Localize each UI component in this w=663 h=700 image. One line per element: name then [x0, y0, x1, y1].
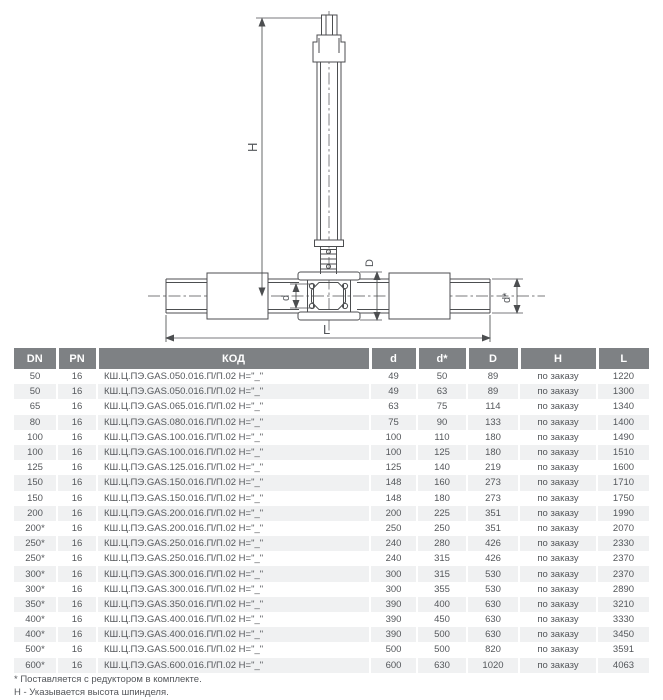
table-cell: 2370 [597, 551, 649, 566]
table-cell: 4063 [597, 658, 649, 673]
table-cell: 3591 [597, 642, 649, 657]
table-cell: 16 [57, 415, 97, 430]
table-cell: 300* [14, 566, 57, 581]
table-row [14, 536, 649, 551]
table-cell: по заказу [519, 566, 597, 581]
table-cell: КШ.Ц.ПЭ.GAS.300.016.П/П.02 Н="_" [97, 582, 370, 597]
table-cell: 3450 [597, 627, 649, 642]
table-cell: 50 [29, 371, 41, 383]
table-cell: 16 [57, 597, 97, 612]
column-header: d [370, 348, 417, 369]
table-cell: 63 [417, 384, 467, 399]
table-cell: 280 [417, 536, 467, 551]
table-cell: 49 [370, 384, 417, 399]
dim-label-d: d [280, 294, 292, 301]
table-cell: 16 [57, 369, 97, 384]
spec-table-header [14, 348, 649, 369]
table-cell: 16 [57, 430, 97, 445]
table-cell: 16 [57, 384, 97, 399]
table-cell: 16 [57, 551, 97, 566]
table-cell: 180 [467, 430, 519, 445]
table-cell: 300 [370, 566, 417, 581]
table-cell: 400 [417, 597, 467, 612]
table-cell: КШ.Ц.ПЭ.GAS.050.016.П/П.02 Н="_" [97, 369, 370, 384]
table-cell: КШ.Ц.ПЭ.GAS.500.016.П/П.02 Н="_" [97, 642, 370, 657]
dimension-H [245, 18, 321, 296]
table-cell: КШ.Ц.ПЭ.GAS.250.016.П/П.02 Н="_" [97, 536, 370, 551]
table-cell: 426 [467, 551, 519, 566]
body-top-flange [298, 272, 360, 280]
table-cell: по заказу [519, 384, 597, 399]
table-row [14, 384, 649, 399]
table-cell: 90 [417, 415, 467, 430]
table-cell: 16 [57, 627, 97, 642]
table-cell: 400* [25, 614, 45, 626]
table-cell: КШ.Ц.ПЭ.GAS.350.016.П/П.02 Н="_" [97, 597, 370, 612]
table-cell: по заказу [519, 369, 597, 384]
table-row [14, 658, 649, 673]
table-cell: КШ.Ц.ПЭ.GAS.200.016.П/П.02 Н="_" [97, 521, 370, 536]
table-cell: 50 [417, 369, 467, 384]
table-cell: 273 [467, 475, 519, 490]
table-cell: по заказу [519, 551, 597, 566]
column-header: L [597, 348, 649, 369]
table-cell: 16 [57, 642, 97, 657]
table-cell: 75 [417, 399, 467, 414]
table-cell: 125 [417, 445, 467, 460]
table-cell: по заказу [519, 642, 597, 657]
table-cell: по заказу [519, 445, 597, 460]
table-cell: 148 [370, 491, 417, 506]
table-cell: 140 [417, 460, 467, 475]
table-cell: 16 [57, 536, 97, 551]
table-cell: 1990 [597, 506, 649, 521]
table-row [14, 369, 649, 384]
table-cell: 1600 [597, 460, 649, 475]
table-cell: по заказу [519, 658, 597, 673]
table-cell: 16 [57, 582, 97, 597]
table-cell: 630 [467, 627, 519, 642]
table-cell: по заказу [519, 582, 597, 597]
table-cell: по заказу [519, 430, 597, 445]
table-cell: КШ.Ц.ПЭ.GAS.250.016.П/П.02 Н="_" [97, 551, 370, 566]
table-cell: 1510 [597, 445, 649, 460]
table-cell: 2330 [597, 536, 649, 551]
table-cell: 148 [370, 475, 417, 490]
table-cell: 450 [417, 612, 467, 627]
table-cell: 600 [370, 658, 417, 673]
table-row [14, 566, 649, 581]
table-cell: 89 [467, 384, 519, 399]
table-row [14, 521, 649, 536]
table-cell: 1020 [467, 658, 519, 673]
stem-square-head [322, 15, 338, 35]
table-cell: 500 [370, 642, 417, 657]
table-cell: 500 [417, 627, 467, 642]
column-header: D [467, 348, 519, 369]
table-cell: 390 [370, 627, 417, 642]
table-cell: 2070 [597, 521, 649, 536]
table-row [14, 612, 649, 627]
dim-label-H: H [245, 142, 260, 152]
table-cell: 100 [27, 431, 43, 443]
column-header: DN [14, 348, 57, 369]
table-row [14, 582, 649, 597]
table-cell: по заказу [519, 399, 597, 414]
table-cell: 100 [370, 430, 417, 445]
table-cell: 3210 [597, 597, 649, 612]
spec-table [14, 348, 649, 673]
table-cell: 500* [25, 644, 45, 656]
table-cell: 426 [467, 536, 519, 551]
table-cell: 630 [467, 612, 519, 627]
table-cell: 150 [27, 492, 43, 504]
table-cell: 820 [467, 642, 519, 657]
table-cell: 250* [25, 553, 45, 565]
table-cell: 250 [370, 521, 417, 536]
spec-table-body [14, 369, 649, 673]
table-cell: 200 [370, 506, 417, 521]
table-cell: 240 [370, 551, 417, 566]
table-cell: 133 [467, 415, 519, 430]
table-row [14, 551, 649, 566]
table-cell: 75 [370, 415, 417, 430]
header-row [14, 348, 649, 369]
valve-diagram [0, 0, 663, 346]
table-row [14, 506, 649, 521]
table-cell: 200 [14, 506, 57, 521]
table-cell: 180 [417, 491, 467, 506]
stem-pin [327, 265, 331, 269]
table-cell: 16 [57, 460, 97, 475]
table-cell: 49 [370, 369, 417, 384]
table-cell: 16 [57, 506, 97, 521]
table-cell: 350* [14, 597, 57, 612]
table-cell: 1490 [597, 430, 649, 445]
table-cell: 219 [467, 460, 519, 475]
stem-cap [313, 35, 345, 62]
table-cell: по заказу [519, 491, 597, 506]
table-cell: 114 [467, 399, 519, 414]
table-cell: 1710 [597, 475, 649, 490]
table-cell: КШ.Ц.ПЭ.GAS.100.016.П/П.02 Н="_" [97, 430, 370, 445]
table-cell: 63 [370, 399, 417, 414]
footnote-reducer: * Поставляется с редуктором в комплекте. [14, 674, 202, 685]
dimension-D [360, 259, 382, 320]
table-cell: 16 [57, 658, 97, 673]
dim-label-D: D [364, 259, 376, 267]
table-cell: по заказу [519, 506, 597, 521]
table-cell: 100 [370, 445, 417, 460]
column-header: H [519, 348, 597, 369]
table-row [14, 642, 649, 657]
table-cell: 530 [467, 582, 519, 597]
table-cell: 200* [25, 522, 45, 534]
column-header: PN [57, 348, 97, 369]
footnote-spindle-height: Н - Указывается высота шпинделя. [14, 687, 169, 698]
stem-pin [327, 250, 331, 254]
table-cell: 273 [467, 491, 519, 506]
column-header: КОД [97, 348, 370, 369]
table-cell: 16 [57, 521, 97, 536]
table-row [14, 445, 649, 460]
table-cell: по заказу [519, 612, 597, 627]
table-row [14, 430, 649, 445]
table-cell: 150 [14, 475, 57, 490]
table-cell: КШ.Ц.ПЭ.GAS.050.016.П/П.02 Н="_" [97, 384, 370, 399]
table-cell: 250 [417, 521, 467, 536]
table-cell: 100 [14, 445, 57, 460]
table-cell: по заказу [519, 627, 597, 642]
table-cell: 355 [417, 582, 467, 597]
table-cell: КШ.Ц.ПЭ.GAS.100.016.П/П.02 Н="_" [97, 445, 370, 460]
table-cell: 16 [57, 491, 97, 506]
table-cell: 530 [467, 566, 519, 581]
table-row [14, 597, 649, 612]
table-row [14, 399, 649, 414]
table-cell: КШ.Ц.ПЭ.GAS.400.016.П/П.02 Н="_" [97, 612, 370, 627]
table-cell: 16 [57, 445, 97, 460]
table-row [14, 491, 649, 506]
table-cell: 3330 [597, 612, 649, 627]
table-cell: 16 [57, 566, 97, 581]
table-cell: 390 [370, 597, 417, 612]
table-cell: 630 [467, 597, 519, 612]
table-cell: 1340 [597, 399, 649, 414]
table-cell: по заказу [519, 460, 597, 475]
table-cell: по заказу [519, 597, 597, 612]
table-cell: 110 [417, 430, 467, 445]
table-cell: по заказу [519, 475, 597, 490]
table-cell: 16 [57, 475, 97, 490]
table-row [14, 460, 649, 475]
table-cell: КШ.Ц.ПЭ.GAS.150.016.П/П.02 Н="_" [97, 475, 370, 490]
table-cell: 65 [29, 401, 41, 413]
table-cell: КШ.Ц.ПЭ.GAS.200.016.П/П.02 Н="_" [97, 506, 370, 521]
table-cell: КШ.Ц.ПЭ.GAS.080.016.П/П.02 Н="_" [97, 415, 370, 430]
table-cell: 1220 [597, 369, 649, 384]
table-cell: 125 [27, 462, 43, 474]
table-cell: 2370 [597, 566, 649, 581]
table-cell: 180 [467, 445, 519, 460]
table-cell: КШ.Ц.ПЭ.GAS.400.016.П/П.02 Н="_" [97, 627, 370, 642]
table-cell: КШ.Ц.ПЭ.GAS.300.016.П/П.02 Н="_" [97, 566, 370, 581]
table-row [14, 627, 649, 642]
table-cell: 400* [14, 627, 57, 642]
table-cell: по заказу [519, 415, 597, 430]
table-cell: 351 [467, 506, 519, 521]
table-cell: 300* [25, 583, 45, 595]
table-cell: 300 [370, 582, 417, 597]
table-cell: 50 [14, 384, 57, 399]
table-cell: 2890 [597, 582, 649, 597]
table-cell: 315 [417, 551, 467, 566]
pe-sleeve-left [207, 273, 268, 319]
table-cell: КШ.Ц.ПЭ.GAS.600.016.П/П.02 Н="_" [97, 658, 370, 673]
table-cell: 500 [417, 642, 467, 657]
table-cell: 1300 [597, 384, 649, 399]
table-cell: 89 [467, 369, 519, 384]
table-row [14, 415, 649, 430]
pe-sleeve-right [389, 273, 450, 319]
table-cell: 600* [14, 658, 57, 673]
column-header: d* [417, 348, 467, 369]
dim-label-d-star: d* [501, 292, 513, 303]
table-cell: 1400 [597, 415, 649, 430]
table-cell: 225 [417, 506, 467, 521]
table-cell: 630 [417, 658, 467, 673]
table-cell: КШ.Ц.ПЭ.GAS.150.016.П/П.02 Н="_" [97, 491, 370, 506]
table-cell: по заказу [519, 536, 597, 551]
table-cell: 390 [370, 612, 417, 627]
table-cell: 80 [14, 415, 57, 430]
table-cell: 315 [417, 566, 467, 581]
table-cell: 16 [57, 612, 97, 627]
table-cell: 160 [417, 475, 467, 490]
table-cell: по заказу [519, 521, 597, 536]
table-cell: КШ.Ц.ПЭ.GAS.065.016.П/П.02 Н="_" [97, 399, 370, 414]
table-cell: 125 [370, 460, 417, 475]
table-cell: 250* [14, 536, 57, 551]
table-cell: 240 [370, 536, 417, 551]
table-cell: 1750 [597, 491, 649, 506]
table-row [14, 475, 649, 490]
body-bottom-flange [298, 312, 360, 320]
dim-label-L: L [323, 322, 331, 337]
stem-lower-collar [315, 240, 344, 247]
table-cell: КШ.Ц.ПЭ.GAS.125.016.П/П.02 Н="_" [97, 460, 370, 475]
table-cell: 16 [57, 399, 97, 414]
table-cell: 351 [467, 521, 519, 536]
